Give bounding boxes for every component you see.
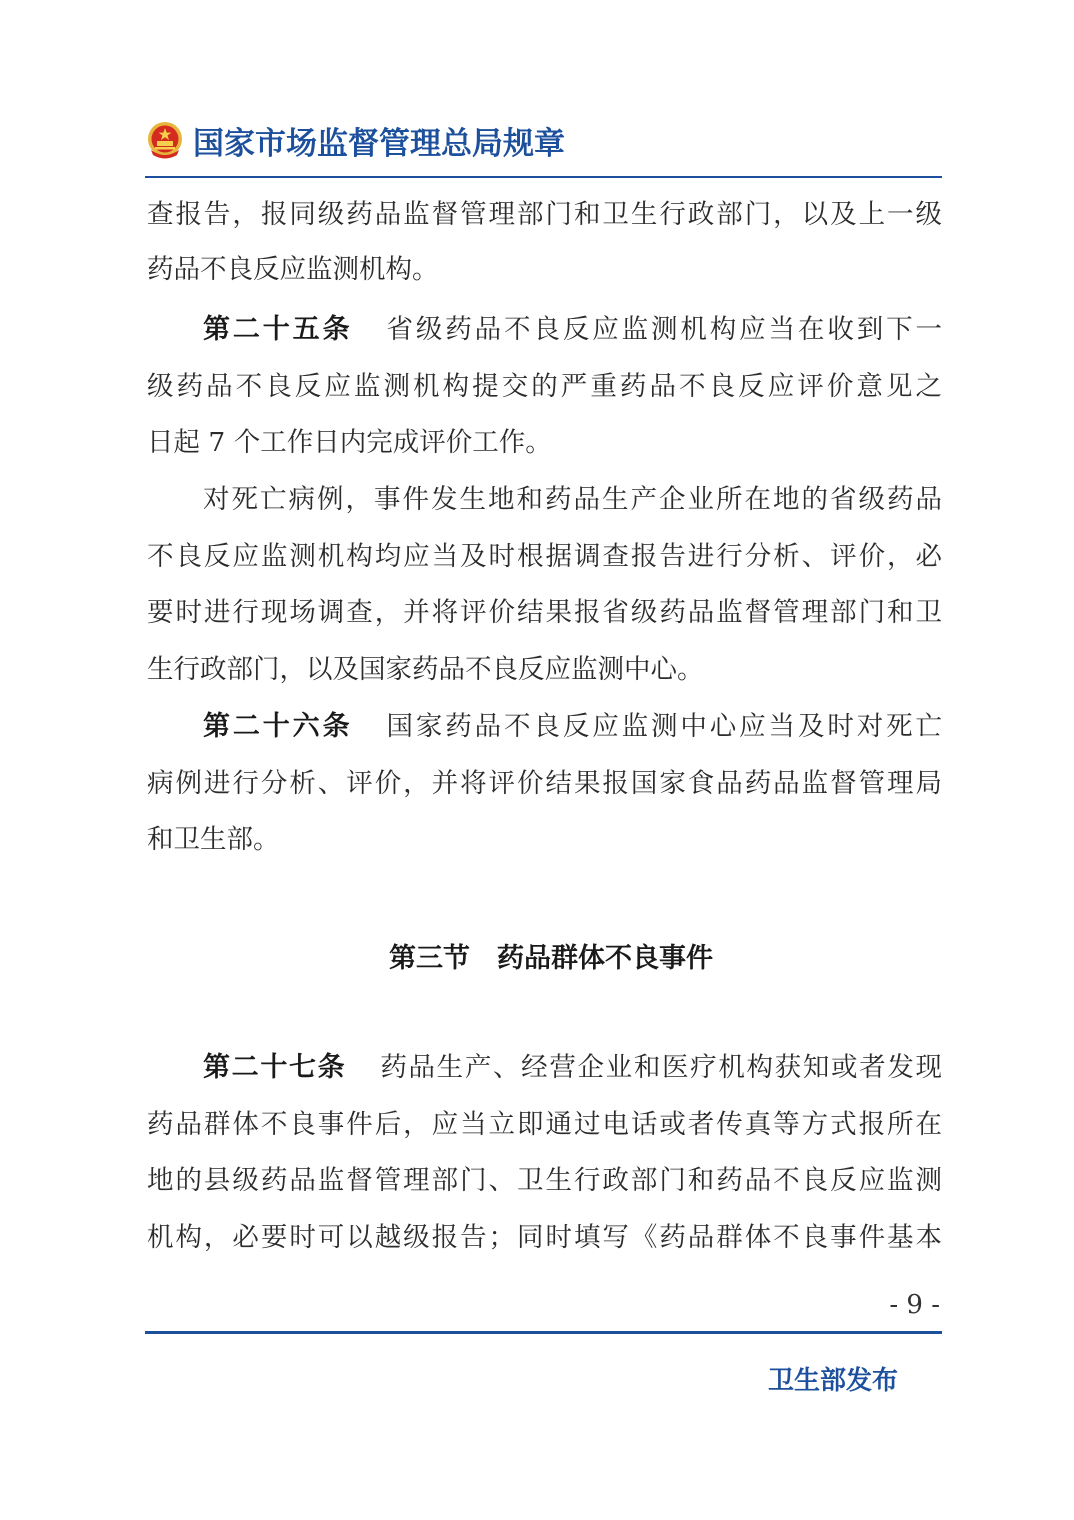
death-para-line: 对死亡病例，事件发生地和药品生产企业所在地的省级药品 (203, 484, 942, 515)
footer-divider (145, 1331, 942, 1334)
article-25-text: 省级药品不良反应监测机构应当在收到下一 (386, 314, 943, 345)
article-27-line: 地的县级药品监督管理部门、卫生行政部门和药品不良反应监测 (147, 1165, 942, 1196)
article-25-label: 第二十五条 (203, 314, 353, 345)
section-heading: 第三节 药品群体不良事件 (389, 943, 713, 974)
page-number: - 9 - (889, 1290, 940, 1320)
national-emblem-icon (145, 120, 185, 160)
body-line: 查报告，报同级药品监督管理部门和卫生行政部门，以及上一级 (147, 199, 942, 230)
header-divider (145, 176, 942, 178)
article-27-line (203, 1050, 942, 1086)
article-26-line: 病例进行分析、评价，并将评价结果报国家食品药品监督管理局 (147, 768, 942, 799)
article-27-text: 药品生产、经营企业和医疗机构获知或者发现 (380, 1052, 943, 1083)
article-27-line: 机构，必要时可以越级报告；同时填写《药品群体不良事件基本 (147, 1222, 942, 1253)
article-25-line: 级药品不良反应监测机构提交的严重药品不良反应评价意见之 (147, 371, 942, 402)
article-26-text: 国家药品不良反应监测中心应当及时对死亡 (386, 711, 943, 742)
article-26-line (203, 709, 942, 745)
page-header (145, 112, 945, 168)
death-para-line: 要时进行现场调查，并将评价结果报省级药品监督管理部门和卫 (147, 597, 942, 628)
article-27-line: 药品群体不良事件后，应当立即通过电话或者传真等方式报所在 (147, 1109, 942, 1140)
header-title: 国家市场监督管理总局规章 (193, 125, 565, 162)
article-26-line: 和卫生部。 (147, 824, 280, 855)
article-25-line: 日起 7 个工作日内完成评价工作。 (147, 427, 552, 458)
death-para-line: 不良反应监测机构均应当及时根据调查报告进行分析、评价，必 (147, 541, 942, 572)
article-27-label: 第二十七条 (203, 1052, 347, 1083)
article-26-label: 第二十六条 (203, 711, 353, 742)
article-25-line (203, 312, 942, 348)
footer-publisher: 卫生部发布 (767, 1366, 898, 1396)
death-para-line: 生行政部门，以及国家药品不良反应监测中心。 (147, 654, 704, 685)
body-line: 药品不良反应监测机构。 (147, 254, 439, 285)
